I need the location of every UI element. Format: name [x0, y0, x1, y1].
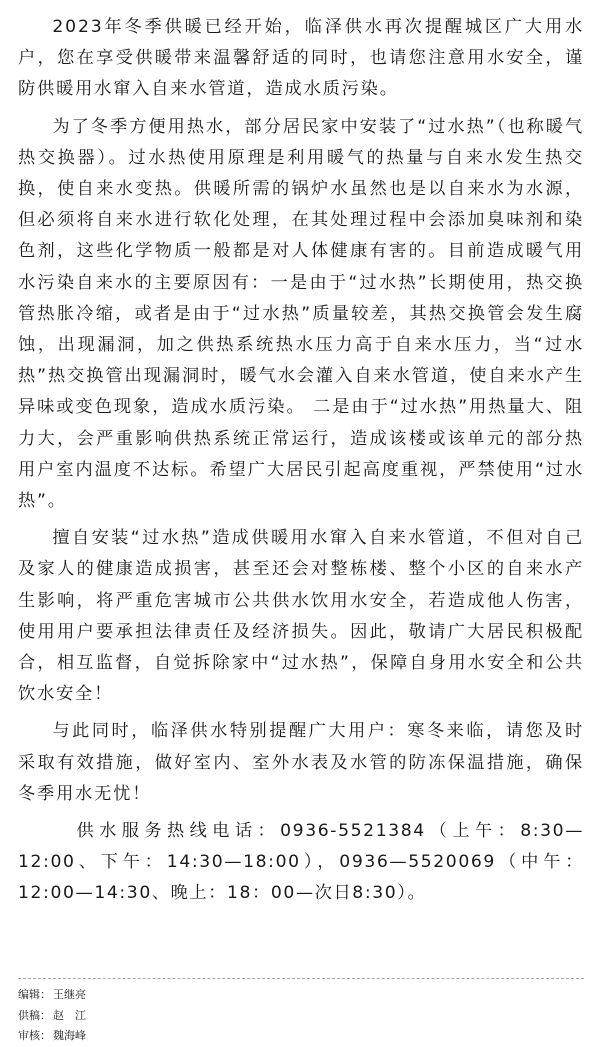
credit-contributor [18, 1006, 584, 1027]
paragraph-principle: 为了冬季方便用热水，部分居民家中安装了“过水热”（也称暖气热交换器）。过水热使用原理是利用暖气的热量与自来水发生热交换，使自来水变热。供暖所需的锅炉水虽然也是以自来水为水源，但必须将自来水进行软化处理，在其处理过程中会添加臭味剂和染色剂，这些化学物质一般都是对人体健康有害的。目前造成暖气用水污染自来水的主要原因有：一是由于“过水热”长期使用，热交换管热胀冷缩，或者是由于“过水热”质量较差，其热交换管会发生腐蚀，出现漏洞，加之供热系统热水压力高于自来水压力，当“过水热”热交换管出现漏洞时，暖气水会灌入自来水管道，使自来水产生异味或变色现象，造成水质污染。 二是由于“过水热”用热量大、阻力大，会严重影响供热系统正常运行，造成该楼或该单元的部分热用户室内温度不达标。希望广大居民引起高度重视，严禁使用“过水热”。 [18, 116, 584, 512]
paragraph-warning: 擅自安装“过水热”造成供暖用水窜入自来水管道，不但对自己及家人的健康造成损害，甚至还会对整栋楼、整个小区的自来水产生影响，将严重危害城市公共供水饮用水安全，若造成他人伤害，使用用户要承担法律责任及经济损失。因此，敬请广大居民积极配合，相互监督，自觉拆除家中“过水热”，保障自身用水安全和公共饮水安全！ [18, 528, 584, 705]
article-body [18, 12, 584, 910]
credits-block [18, 978, 584, 1047]
credit-editor [18, 985, 584, 1006]
paragraph-antifreeze: 与此同时，临泽供水特别提醒广大用户：寒冬来临，请您及时采取有效措施，做好室内、室外水表及水管的防冻保温措施，确保冬季用水无忧！ [18, 721, 584, 804]
credit-label: 审核： [18, 1029, 51, 1042]
credit-label: 编辑： [18, 988, 51, 1001]
credit-label: 供稿： [18, 1008, 51, 1022]
credit-reviewer [18, 1026, 584, 1047]
paragraph-intro: 2023年冬季供暖已经开始，临泽供水再次提醒城区广大用水户，您在享受供暖带来温馨舒适的同时，也请您注意用水安全，谨防供暖用水窜入自来水管道，造成水质污染。 [18, 17, 584, 100]
credit-value: 赵 江 [53, 1008, 86, 1022]
credit-value: 魏海峰 [53, 1029, 86, 1042]
hotline-info: 供水服务热线电话：0936-5521384（上午：8:30—12:00、下午：14:30—18:00），0936—5520069（中午：12:00—14:30、晚上：18：00—次日8:30）。 [18, 821, 584, 904]
credit-value: 王继亮 [53, 988, 86, 1001]
